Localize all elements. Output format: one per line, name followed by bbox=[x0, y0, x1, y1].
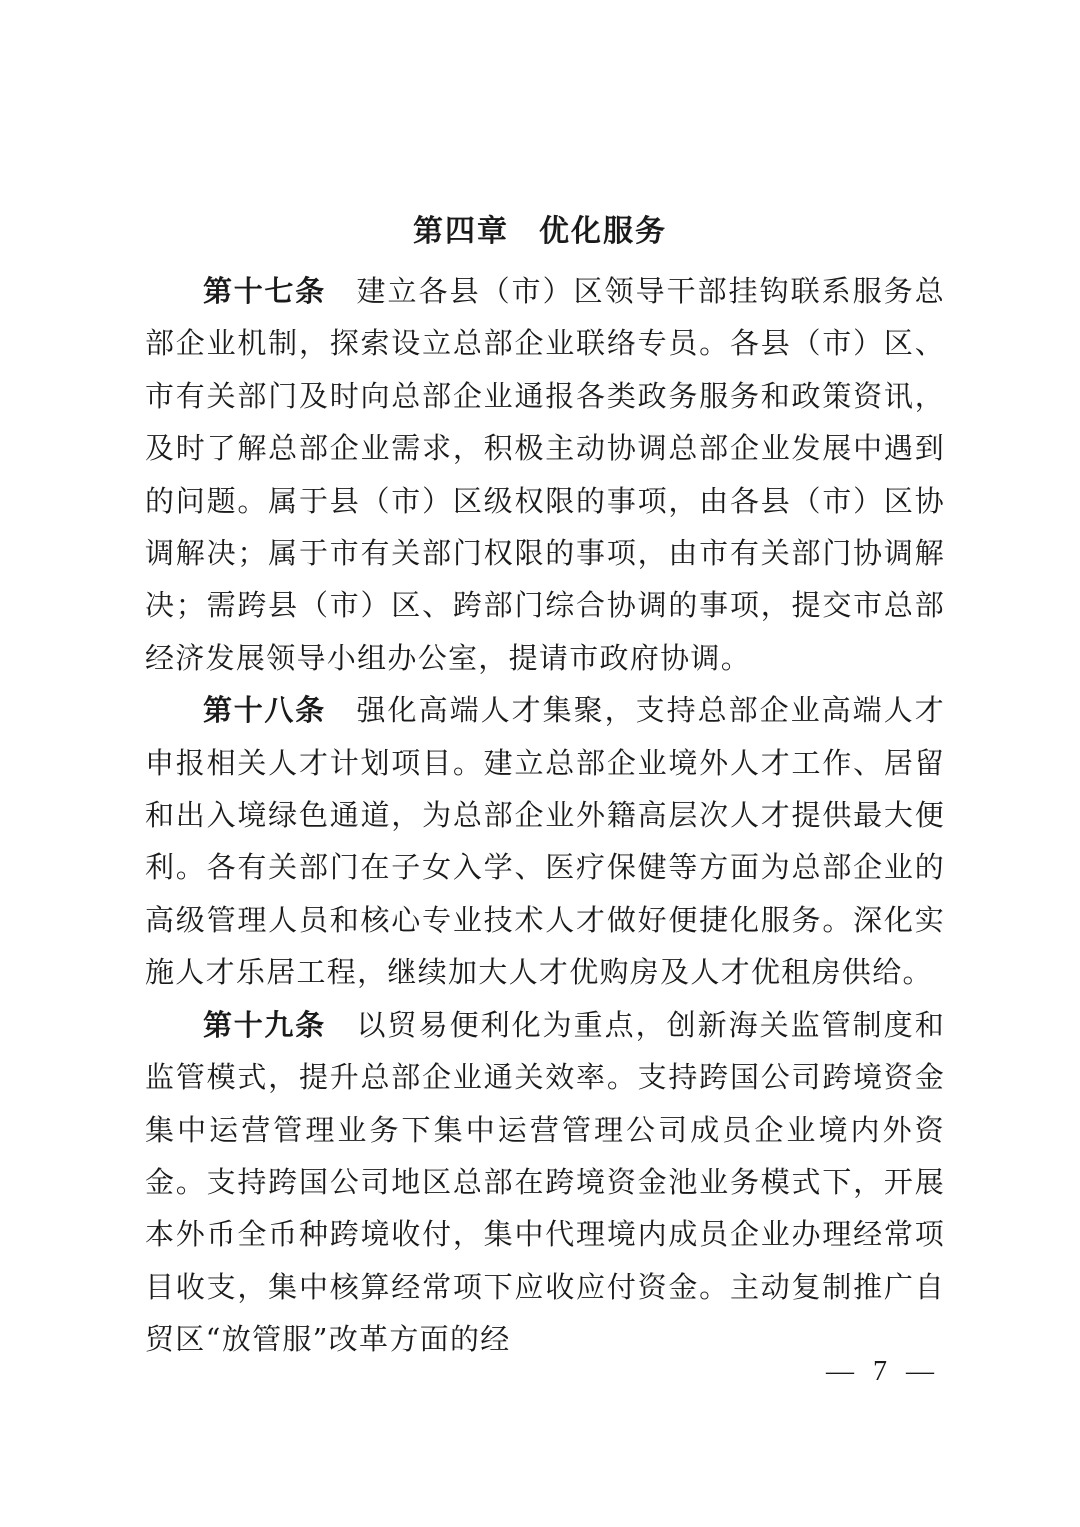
document-body bbox=[145, 265, 945, 1366]
article-18-text: 强化高端人才集聚，支持总部企业高端人才申报相关人才计划项目。建立总部企业境外人才工作、居留和出入境绿色通道，为总部企业外籍高层次人才提供最大便利。各有关部门在子女入学、医疗保健等方面为总部企业的高级管理人员和核心专业技术人才做好便捷化服务。深化实施人才乐居工程，继续加大人才优购房及人才优租房供给。 bbox=[145, 693, 945, 990]
article-17-text: 建立各县（市）区领导干部挂钩联系服务总部企业机制，探索设立总部企业联络专员。各县（市）区、市有关部门及时向总部企业通报各类政务服务和政策资讯，及时了解总部企业需求，积极主动协调总部企业发展中遇到的问题。属于县（市）区级权限的事项，由各县（市）区协调解决；属于市有关部门权限的事项，由市有关部门协调解决；需跨县（市）区、跨部门综合协调的事项，提交市总部经济发展领导小组办公室，提请市政府协调。 bbox=[145, 274, 945, 675]
article-17-heading: 第十七条 bbox=[203, 274, 326, 308]
article-19-heading: 第十九条 bbox=[203, 1007, 326, 1042]
chapter-title bbox=[0, 206, 1080, 258]
chapter-number: 第四章 bbox=[413, 214, 509, 250]
page-number: — 7 — bbox=[826, 1356, 940, 1387]
article-18-heading: 第十八条 bbox=[203, 693, 326, 728]
article-18 bbox=[145, 684, 945, 998]
article-19-text: 以贸易便利化为重点，创新海关监管制度和监管模式，提升总部企业通关效率。支持跨国公司跨境资金集中运营管理业务下集中运营管理公司成员企业境内外资金。支持跨国公司地区总部在跨境资金池业务模式下，开展本外币全币种跨境收付，集中代理境内成员企业办理经常项目收支，集中核算经常项下应收应付资金。主动复制推广自贸区“放管服”改革方面的经 bbox=[145, 1007, 945, 1357]
article-17 bbox=[145, 265, 945, 684]
article-19 bbox=[145, 999, 945, 1366]
chapter-name: 优化服务 bbox=[539, 214, 667, 250]
